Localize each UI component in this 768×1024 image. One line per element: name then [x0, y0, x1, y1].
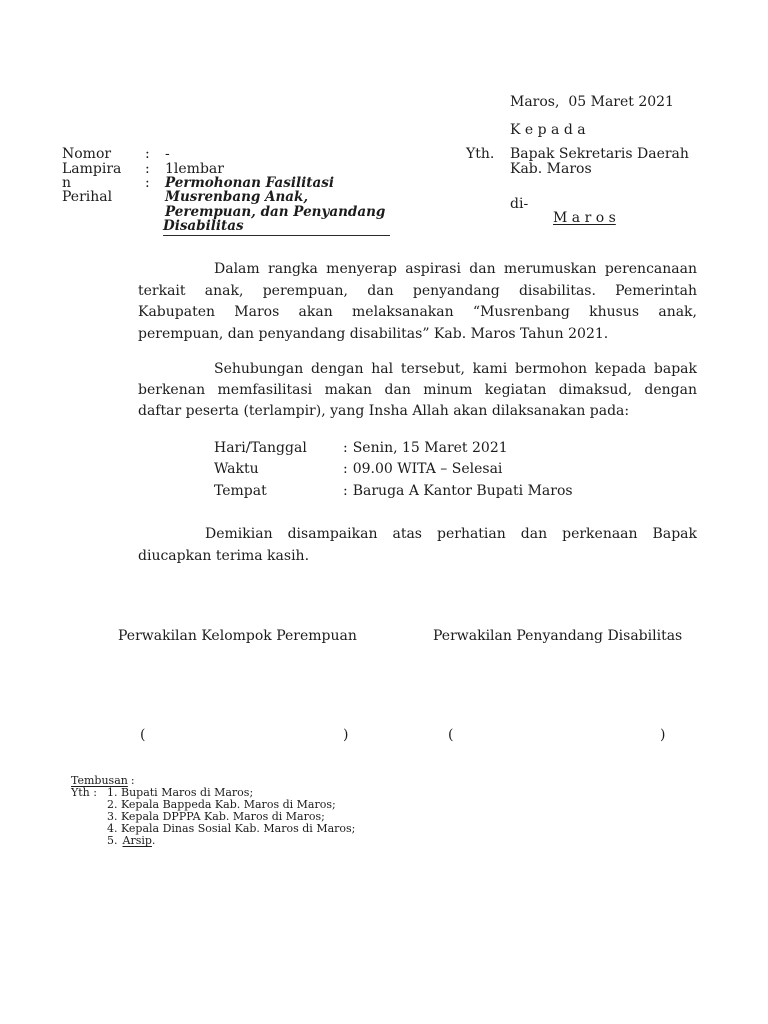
cc-item-archive: Arsip — [122, 834, 152, 847]
paragraph-line: Demikian disampaikan atas perhatian dan perkenaan Bapak — [205, 526, 697, 542]
paragraph-line: daftar peserta (terlampir), yang Insha Allah akan dilaksanakan pada: — [138, 403, 630, 419]
signature-open-paren: ( — [140, 727, 146, 743]
nomor-separator: : — [145, 146, 150, 162]
cc-item: 2. Kepala Bappeda Kab. Maros di Maros; — [107, 798, 336, 811]
lampiran-label-line: n — [62, 175, 72, 191]
recipient-city: M a r o s — [553, 210, 616, 226]
cc-item: 1. Bupati Maros di Maros; — [107, 786, 254, 799]
cc-item-suffix: . — [151, 834, 156, 847]
detail-separator: : — [343, 440, 348, 456]
lampiran-value: 1lembar — [165, 161, 224, 177]
recipient-line: Bapak Sekretaris Daerah — [510, 146, 689, 162]
signature-title: Perwakilan Penyandang Disabilitas — [433, 628, 683, 644]
lampiran-separator: : — [145, 161, 150, 177]
detail-label: Waktu — [214, 461, 259, 477]
detail-value: 09.00 WITA – Selesai — [352, 461, 503, 477]
letter-date: Maros, 05 Maret 2021 — [510, 94, 674, 110]
paragraph-line: berkenan memfasilitasi makan dan minum kegiatan dimaksud, dengan — [138, 382, 697, 398]
perihal-label: Perihal — [62, 189, 113, 205]
perihal-line: Permohonan Fasilitasi — [165, 175, 334, 191]
paragraph-line: Kabupaten Maros akan melaksanakan “Musrenbang khusus anak, — [138, 304, 697, 320]
recipient-line: Kab. Maros — [510, 161, 592, 177]
detail-separator: : — [343, 461, 348, 477]
signature-close-paren: ) — [343, 727, 349, 743]
nomor-value: - — [165, 146, 170, 162]
paragraph-line: diucapkan terima kasih. — [138, 548, 310, 564]
detail-label: Tempat — [214, 483, 267, 499]
detail-value: Senin, 15 Maret 2021 — [352, 440, 508, 456]
signature-title: Perwakilan Kelompok Perempuan — [118, 628, 357, 644]
cc-yth: Yth : — [71, 786, 97, 799]
detail-value-row — [343, 483, 573, 499]
cc-item: 3. Kepala DPPPA Kab. Maros di Maros; — [107, 810, 325, 823]
paragraph-line: Sehubungan dengan hal tersebut, kami bermohon kepada bapak — [214, 361, 697, 377]
detail-value: Baruga A Kantor Bupati Maros — [352, 483, 573, 499]
paragraph-line: perempuan, dan penyandang disabilitas” Kab. Maros Tahun 2021. — [138, 326, 609, 342]
recipient-yth: Yth. — [466, 146, 495, 162]
signature-close-paren: ) — [660, 727, 666, 743]
detail-separator: : — [343, 483, 348, 499]
recipient-di: di- — [510, 196, 529, 212]
cc-item — [107, 834, 155, 847]
perihal-separator: : — [145, 175, 150, 191]
lampiran-label-line: Lampira — [62, 161, 122, 177]
paragraph-line: terkait anak, perempuan, dan penyandang disabilitas. Pemerintah — [138, 283, 697, 299]
signature-open-paren: ( — [448, 727, 454, 743]
detail-value-row — [343, 440, 508, 456]
perihal-line: Musrenbang Anak, — [165, 189, 309, 205]
cc-item: 4. Kepala Dinas Sosial Kab. Maros di Maros; — [107, 822, 356, 835]
paragraph-line: Dalam rangka menyerap aspirasi dan merumuskan perencanaan — [214, 261, 697, 277]
nomor-label: Nomor — [62, 146, 112, 162]
cc-item-number: 5. — [107, 834, 118, 847]
perihal-underline — [163, 235, 390, 236]
cc-title: Tembusan — [71, 774, 128, 787]
salutation-kepada: K e p a d a — [510, 122, 586, 138]
detail-label: Hari/Tanggal — [214, 440, 307, 456]
detail-value-row — [343, 461, 502, 477]
perihal-line: Perempuan, dan Penyandang — [165, 204, 386, 220]
perihal-line: Disabilitas — [163, 218, 244, 234]
cc-title-separator: : — [130, 774, 135, 787]
